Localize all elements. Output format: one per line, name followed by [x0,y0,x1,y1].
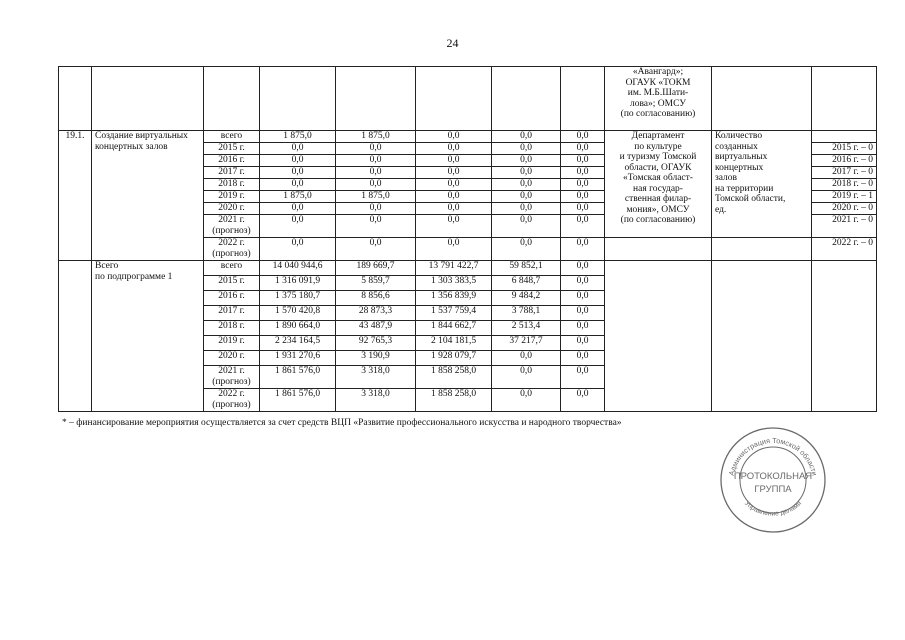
item-name-cell [92,131,204,261]
amount-reg: 1 303 383,5 [416,276,492,291]
indicator-line: Томской области, [715,194,786,204]
year-cell [204,389,260,412]
executor-line: «Томская област- [623,173,693,183]
empty-cell [605,238,712,261]
amount-total: 1 931 270,6 [260,351,336,366]
footnote: * – финансирование мероприятия осуществляется за счет средств ВЦП «Развитие профессионального искусства и народного творчества» [62,418,622,428]
empty-cell [605,261,712,412]
executor-line: области, ОГАУК [624,162,692,173]
amount-extra: 0,0 [561,215,605,238]
executor-line: по культуре [634,141,682,152]
amount-total: 0,0 [260,203,336,215]
empty-cell [59,261,92,412]
amount-local: 0,0 [492,215,561,238]
indicator-line: виртуальных [715,152,768,162]
amount-reg: 0,0 [416,155,492,167]
year-cell [204,366,260,389]
amount-reg: 1 858 258,0 [416,366,492,389]
year-label: 2016 г. [218,155,245,165]
empty-cell [260,67,336,131]
amount-reg: 0,0 [416,215,492,238]
year-label: 2020 г. [218,351,245,361]
amount-extra: 0,0 [561,276,605,291]
amount-fed: 0,0 [336,203,416,215]
amount-fed: 0,0 [336,143,416,155]
indicator-line: на территории [715,183,774,194]
item-name-line: Создание виртуальных [95,131,188,141]
table-row-19-1 [59,131,877,143]
table-row-top [59,67,877,131]
empty-cell [336,67,416,131]
amount-local: 0,0 [492,389,561,412]
amount-extra: 0,0 [561,291,605,306]
amount-fed: 0,0 [336,215,416,238]
amount-extra: 0,0 [561,351,605,366]
executor-line: (по согласованию) [620,215,696,225]
item-name-line: концертных залов [95,141,168,152]
amount-total: 0,0 [260,215,336,238]
amount-reg: 1 858 258,0 [416,389,492,412]
amount-extra: 0,0 [561,191,605,203]
amount-reg: 1 844 662,7 [416,321,492,336]
amount-extra: 0,0 [561,306,605,321]
amount-local: 0,0 [492,366,561,389]
executor-line: и туризму Томской [619,152,697,162]
year-label: 2015 г. [218,276,245,286]
subprogram-name-cell [92,261,204,412]
amount-total: 0,0 [260,155,336,167]
amount-local: 59 852,1 [492,261,561,276]
year-label: 2022 г. [218,389,245,399]
empty-cell [59,67,92,131]
amount-total: 14 040 944,6 [260,261,336,276]
amount-extra: 0,0 [561,143,605,155]
table-row-subprogram-total [59,261,877,276]
year-cell [204,276,260,291]
amount-reg: 2 104 181,5 [416,336,492,351]
stamp-center-line-1: ПРОТОКОЛЬНАЯ [733,471,813,482]
empty-cell [204,67,260,131]
amount-total: 1 570 420,8 [260,306,336,321]
amount-fed: 1 875,0 [336,131,416,143]
year-label: всего [220,261,243,271]
executor-line: ная государ- [633,183,683,194]
amount-total: 1 316 091,9 [260,276,336,291]
indicator-value-cell: 2017 г. – 0 [812,167,877,179]
year-label: 2019 г. [218,191,245,201]
amount-local: 0,0 [492,131,561,143]
empty-cell [712,261,812,412]
year-label: 2021 г. [218,215,245,225]
year-cell [204,215,260,238]
amount-total: 1 875,0 [260,131,336,143]
year-cell [204,203,260,215]
amount-extra: 0,0 [561,321,605,336]
amount-local: 0,0 [492,167,561,179]
amount-local: 6 848,7 [492,276,561,291]
indicator-value-cell: 2020 г. – 0 [812,203,877,215]
executor-line: им. М.Б.Шати- [627,88,689,98]
amount-extra: 0,0 [561,389,605,412]
executor-line: ственная филар- [624,194,692,204]
year-label: 2016 г. [218,291,245,301]
amount-reg: 13 791 422,7 [416,261,492,276]
year-label: 2020 г. [218,203,245,213]
amount-reg: 0,0 [416,131,492,143]
amount-fed: 92 765,3 [336,336,416,351]
indicator-line: концертных [715,162,764,173]
amount-local: 37 217,7 [492,336,561,351]
year-label: 2022 г. [218,238,245,248]
indicator-value-cell: 2021 г. – 0 [812,215,877,238]
amount-extra: 0,0 [561,203,605,215]
amount-fed: 0,0 [336,179,416,191]
amount-local: 0,0 [492,238,561,261]
year-cell [204,191,260,203]
year-cell [204,261,260,276]
indicator-line: созданных [715,141,758,152]
amount-reg: 1 537 759,4 [416,306,492,321]
year-label: 2015 г. [218,143,245,153]
amount-extra: 0,0 [561,131,605,143]
amount-local: 0,0 [492,191,561,203]
amount-local: 2 513,4 [492,321,561,336]
protocol-group-stamp [718,425,828,535]
year-cell [204,306,260,321]
amount-fed: 3 190,9 [336,351,416,366]
amount-fed: 189 669,7 [336,261,416,276]
budget-table [58,66,877,412]
amount-extra: 0,0 [561,179,605,191]
amount-total: 1 861 576,0 [260,389,336,412]
stamp-bottom-text: Управление делами [743,499,803,518]
year-cell [204,155,260,167]
year-label: 2018 г. [218,321,245,331]
amount-fed: 3 318,0 [336,389,416,412]
budget-table-body [59,67,877,412]
amount-fed: 3 318,0 [336,366,416,389]
forecast-label: (прогноз) [212,225,251,236]
item-index-cell: 19.1. [59,131,92,261]
amount-reg: 0,0 [416,238,492,261]
forecast-label: (прогноз) [212,376,251,387]
subprogram-name-line: Всего [95,261,119,271]
amount-total: 2 234 164,5 [260,336,336,351]
executor-line: лова»; ОМСУ [629,98,687,109]
executor-cell [605,131,712,238]
year-cell [204,143,260,155]
amount-local: 3 788,1 [492,306,561,321]
amount-reg: 0,0 [416,143,492,155]
amount-extra: 0,0 [561,366,605,389]
amount-total: 1 890 664,0 [260,321,336,336]
amount-local: 0,0 [492,351,561,366]
amount-fed: 0,0 [336,167,416,179]
empty-cell [712,67,812,131]
year-cell [204,238,260,261]
stamp-center-line-2: ГРУППА [754,484,792,495]
amount-reg: 1 928 079,7 [416,351,492,366]
amount-total: 1 875,0 [260,191,336,203]
executor-line: мония», ОМСУ [626,204,690,215]
empty-cell [561,67,605,131]
indicator-value-cell: 2015 г. – 0 [812,143,877,155]
empty-cell [416,67,492,131]
amount-local: 0,0 [492,143,561,155]
year-label: 2018 г. [218,179,245,189]
indicator-value-cell: 2022 г. – 0 [812,238,877,261]
amount-fed: 43 487,9 [336,321,416,336]
year-cell [204,321,260,336]
amount-extra: 0,0 [561,238,605,261]
indicator-value-cell: 2019 г. – 1 [812,191,877,203]
amount-extra: 0,0 [561,167,605,179]
empty-cell [812,261,877,412]
executor-line: (по согласованию) [620,109,696,119]
indicator-empty-cell [812,131,877,143]
amount-reg: 0,0 [416,167,492,179]
amount-local: 0,0 [492,203,561,215]
amount-total: 0,0 [260,167,336,179]
amount-local: 0,0 [492,155,561,167]
amount-reg: 1 356 839,9 [416,291,492,306]
amount-fed: 0,0 [336,155,416,167]
year-cell [204,291,260,306]
year-label: 2017 г. [218,167,245,177]
year-cell [204,336,260,351]
amount-fed: 1 875,0 [336,191,416,203]
indicator-line: залов [715,173,738,183]
year-label: 2017 г. [218,306,245,316]
year-cell [204,179,260,191]
indicator-line: ед. [715,204,727,215]
executor-line: ОГАУК «ТОКМ [625,77,691,88]
year-label: 2021 г. [218,366,245,376]
top-executor-cell [605,67,712,131]
amount-fed: 28 873,3 [336,306,416,321]
amount-total: 0,0 [260,143,336,155]
amount-local: 0,0 [492,179,561,191]
amount-total: 0,0 [260,179,336,191]
year-cell [204,131,260,143]
amount-fed: 0,0 [336,238,416,261]
forecast-label: (прогноз) [212,399,251,410]
empty-cell [92,67,204,131]
empty-cell [712,238,812,261]
empty-cell [492,67,561,131]
forecast-label: (прогноз) [212,248,251,259]
empty-cell [812,67,877,131]
amount-fed: 5 859,7 [336,276,416,291]
indicator-value-cell: 2018 г. – 0 [812,179,877,191]
executor-line: Департамент [631,131,685,141]
year-cell [204,351,260,366]
amount-reg: 0,0 [416,191,492,203]
indicator-value-cell: 2016 г. – 0 [812,155,877,167]
year-label: 2019 г. [218,336,245,346]
amount-extra: 0,0 [561,336,605,351]
executor-line: «Авангард»; [632,67,684,77]
amount-fed: 8 856,6 [336,291,416,306]
indicator-name-cell [712,131,812,238]
amount-total: 1 861 576,0 [260,366,336,389]
amount-reg: 0,0 [416,179,492,191]
amount-extra: 0,0 [561,155,605,167]
indicator-line: Количество [715,131,763,141]
amount-reg: 0,0 [416,203,492,215]
subprogram-name-line: по подпрограмме 1 [95,271,173,282]
amount-total: 1 375 180,7 [260,291,336,306]
amount-extra: 0,0 [561,261,605,276]
amount-local: 9 484,2 [492,291,561,306]
page-number: 24 [446,36,459,50]
year-cell [204,167,260,179]
stamp-outer-text: Администрация Томской области [726,435,820,477]
amount-total: 0,0 [260,238,336,261]
year-label: всего [220,131,243,141]
